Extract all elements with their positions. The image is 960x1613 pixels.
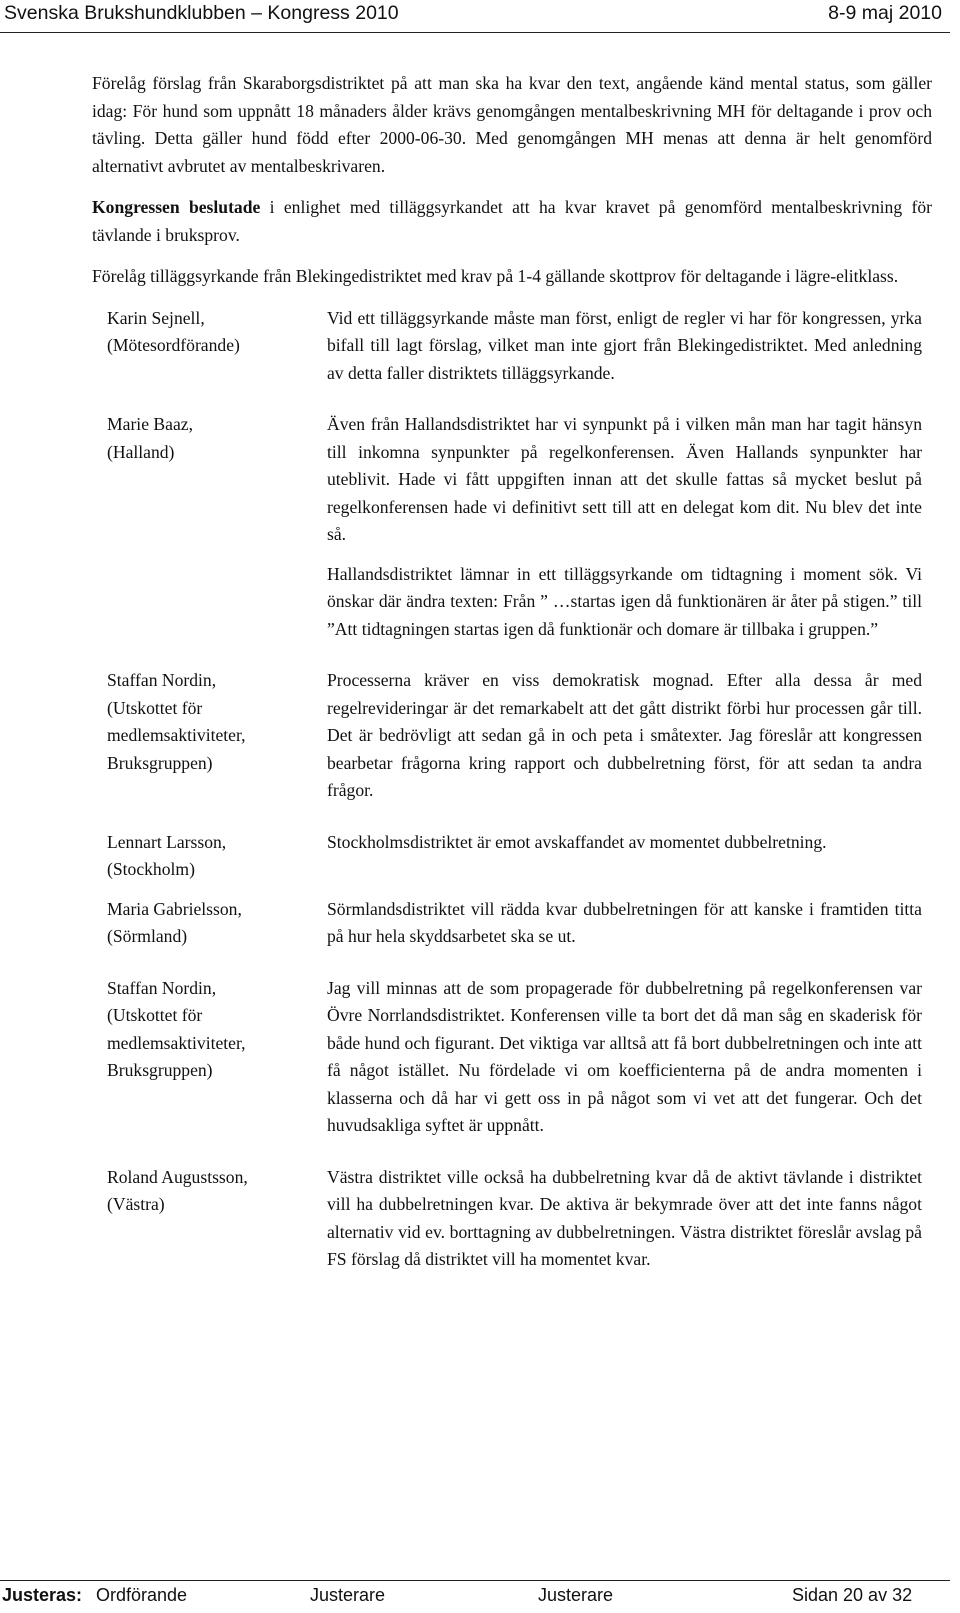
speaker-line: (Västra) bbox=[107, 1194, 165, 1214]
speech-paragraph: Även från Hallandsdistriktet har vi synpunkt på i vilken mån man har tagit hänsyn till inkomna synpunkter på regelkonferensen. Även Hallands synpunkter har uteblivit. Hade vi fått uppgiften innan att det skulle fattas så mycket beslut på regelkonferensen hade vi definitivt sett till att en delegat kom dit. Nu blev det inte så. bbox=[327, 414, 922, 544]
speaker-name bbox=[0, 896, 327, 963]
speaker-line: (Utskottet för bbox=[107, 1005, 203, 1025]
footer-justeras-label: Justeras: bbox=[2, 1585, 83, 1605]
speech-text bbox=[327, 975, 932, 1152]
speaker-line: Roland Augustsson, bbox=[107, 1166, 248, 1187]
speaker-name bbox=[0, 411, 327, 655]
intro-paragraph-1: Förelåg förslag från Skaraborgsdistriktet på att man ska ha kvar den text, angående känd mental status, som gäller idag: För hund som uppnått 18 månaders ålder krävs genomgången mentalbeskrivning MH för deltagande i prov och tävling. Detta gäller hund född efter 2000-06-30. Med genomgången MH menas att denna är helt genomförd alternativt avbrutet av mentalbeskrivaren. bbox=[92, 73, 932, 176]
decision-text: i enlighet med tilläggsyrkandet att ha kvar kravet på genomförd mentalbeskrivning för tävlande i bruksprov. bbox=[92, 197, 932, 245]
speaker-name bbox=[0, 829, 327, 884]
speaker-name bbox=[0, 667, 327, 817]
speech-text bbox=[327, 667, 932, 817]
speech-row bbox=[0, 975, 932, 1152]
speaker-line: (Mötesordförande) bbox=[107, 335, 240, 355]
speech-row bbox=[0, 896, 932, 963]
speaker-line: Bruksgruppen) bbox=[107, 1060, 213, 1080]
speech-text bbox=[327, 411, 932, 655]
decision-label: Kongressen beslutade bbox=[92, 197, 261, 217]
speaker-name bbox=[0, 1164, 327, 1286]
footer-justerare-2: Justerare bbox=[538, 1585, 614, 1605]
speech-paragraph: Vid ett tilläggsyrkande måste man först, enligt de regler vi har för kongressen, yrka bifall till lagt förslag, vilket man inte gjort från Blekingedistriktet. Med anledning av detta faller distriktets tilläggsyrkande. bbox=[327, 307, 922, 383]
speaker-line: Staffan Nordin, bbox=[107, 670, 217, 690]
header-title: Svenska Brukshundklubben – Kongress 2010 bbox=[4, 2, 399, 24]
speaker-line: Karin Sejnell, bbox=[107, 307, 205, 328]
speech-text bbox=[327, 305, 932, 400]
speech-text bbox=[327, 896, 932, 963]
footer-ordforande: Ordförande bbox=[96, 1585, 188, 1605]
speaker-line: Maria Gabrielsson, bbox=[107, 898, 242, 919]
speech-paragraph: Processerna kräver en viss demokratisk mognad. Efter alla dessa år med regelrevideringar är det remarkabelt att det gått distrikt förbi hur processen går till. Det är bedrövligt att sedan gå in och peta i småtexter. Jag föreslår att kongressen bearbetar frågorna kring rapport och dubbelretning först, för att sedan ta andra frågor. bbox=[327, 670, 922, 800]
speech-paragraph: Sörmlandsdistriktet vill rädda kvar dubbelretningen för att kanske i framtiden titta på hur hela skyddsarbetet ska se ut. bbox=[327, 898, 922, 946]
speech-text bbox=[327, 829, 932, 884]
speeches-list bbox=[0, 305, 932, 1286]
speaker-name bbox=[0, 305, 327, 400]
speech-row bbox=[0, 305, 932, 400]
speech-row bbox=[0, 667, 932, 817]
footer-page-number: Sidan 20 av 32 bbox=[792, 1585, 913, 1605]
footer-rule bbox=[0, 1580, 950, 1581]
speech-paragraph: Västra distriktet ville också ha dubbelretning kvar då de aktivt tävlande i distriktet vill ha dubbelretningen kvar. De aktiva är bekymrade över att det inte fanns något alternativ vid ev. borttagning av dubbelretningen. Västra distriktet föreslår avslag på FS förslag då distriktet vill ha momentet kvar. bbox=[327, 1166, 922, 1269]
speaker-line: (Halland) bbox=[107, 441, 175, 462]
speech-paragraph: Jag vill minnas att de som propagerade för dubbelretning på regelkonferensen var Övre Norrlandsdistriktet. Konferensen ville ta bort det då man såg en skaderisk för både hund och figurant. Det viktiga var alltså att få bort dubbelretningen och inte att få något istället. Nu fördelade vi om koefficienterna på de andra momenten i klasserna och då har vi gett oss in på något som vi vet att det fungerar. Och det huvudsakliga syftet är uppnått. bbox=[327, 977, 922, 1135]
intro-paragraph-3: Förelåg tilläggsyrkande från Blekingedistriktet med krav på 1-4 gällande skottprov för deltagande i lägre-elitklass. bbox=[92, 266, 899, 286]
speaker-line: (Utskottet för bbox=[107, 697, 203, 718]
speaker-line: Lennart Larsson, bbox=[107, 831, 227, 852]
speaker-line: Bruksgruppen) bbox=[107, 752, 213, 773]
header-rule bbox=[0, 32, 950, 33]
speaker-line: (Stockholm) bbox=[107, 859, 195, 879]
speech-row bbox=[0, 411, 932, 655]
document-body bbox=[92, 70, 932, 1298]
footer-justerare-1: Justerare bbox=[310, 1585, 386, 1605]
speech-paragraph: Stockholmsdistriktet är emot avskaffandet av momentet dubbelretning. bbox=[327, 831, 827, 852]
speech-row bbox=[0, 829, 932, 884]
speaker-line: Marie Baaz, bbox=[107, 414, 193, 434]
speaker-name bbox=[0, 975, 327, 1152]
speech-row bbox=[0, 1164, 932, 1286]
speaker-line: medlemsaktiviteter, bbox=[107, 1032, 246, 1053]
speech-paragraph: Hallandsdistriktet lämnar in ett tilläggsyrkande om tidtagning i moment sök. Vi önskar där ändra texten: Från ” …startas igen då funktionären är åter på stigen.” till ”Att tidtagningen startas igen då funktionär och domare är tillbaka i gruppen.” bbox=[327, 563, 922, 639]
page-header bbox=[0, 0, 960, 36]
speaker-line: medlemsaktiviteter, bbox=[107, 725, 246, 745]
header-date: 8-9 maj 2010 bbox=[828, 2, 942, 24]
speaker-line: (Sörmland) bbox=[107, 926, 188, 946]
intro-paragraph-2 bbox=[92, 194, 932, 249]
speech-text bbox=[327, 1164, 932, 1286]
speaker-line: Staffan Nordin, bbox=[107, 977, 217, 998]
